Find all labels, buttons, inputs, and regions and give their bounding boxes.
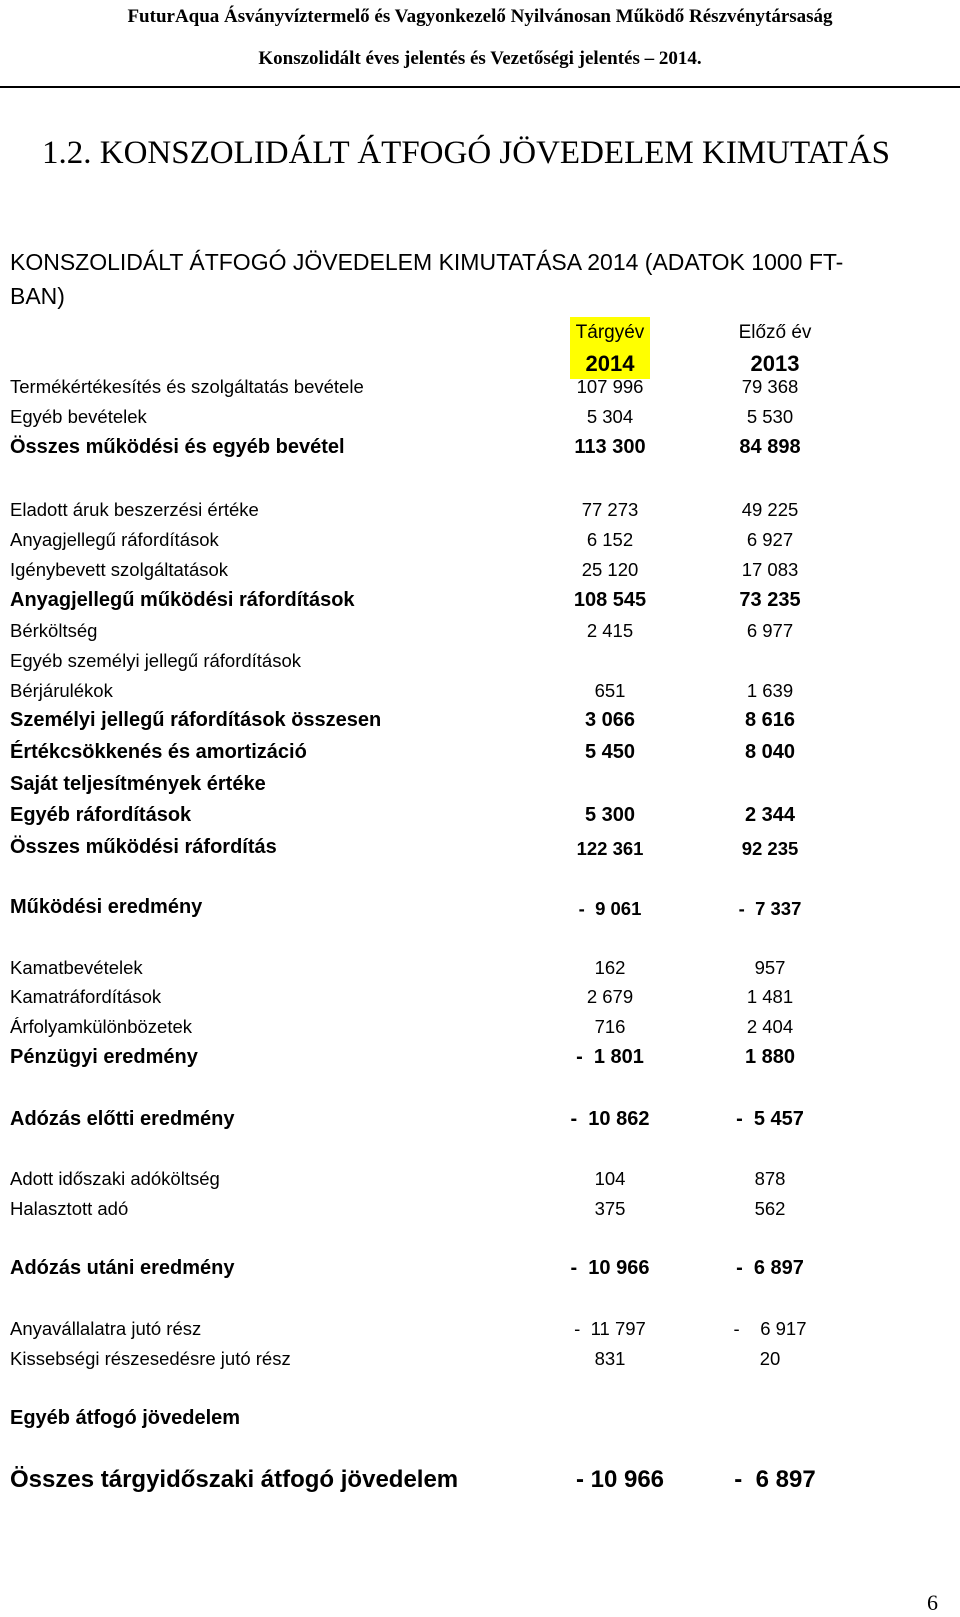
current-period-label: Tárgyév xyxy=(570,317,650,349)
value-2014: 77 273 xyxy=(581,499,639,520)
table-row xyxy=(0,620,960,648)
table-row xyxy=(0,650,960,678)
row-label: Kissebségi részesedésre jutó rész xyxy=(10,1348,291,1369)
table-row xyxy=(0,836,960,864)
value-2013: 878 xyxy=(754,1168,786,1189)
value-2013: 84 898 xyxy=(739,436,801,458)
value-2014: 107 996 xyxy=(576,376,644,397)
row-label: Összes működési és egyéb bevétel xyxy=(10,436,345,458)
row-label: Anyavállalatra jutó rész xyxy=(10,1318,202,1339)
table-row xyxy=(0,1257,960,1285)
table-row xyxy=(0,1407,960,1435)
value-2013: 73 235 xyxy=(739,589,801,611)
value-2013: 79 368 xyxy=(741,376,799,397)
page-header xyxy=(0,0,960,88)
value-2014: 162 xyxy=(594,957,626,978)
table-row xyxy=(0,1318,960,1346)
value-2013: 8 616 xyxy=(744,709,796,731)
value-2013: - 6 917 xyxy=(733,1318,807,1339)
value-2013: 6 977 xyxy=(746,620,794,641)
row-label: Kamatráfordítások xyxy=(10,986,162,1007)
row-label: Egyéb ráfordítások xyxy=(10,804,192,826)
company-name: FuturAqua Ásványvíztermelő és Vagyonkezelő Nyilvánosan Működő Részvénytársaság xyxy=(127,6,833,27)
value-2013: 20 xyxy=(759,1348,781,1369)
table-row xyxy=(0,529,960,557)
row-label: Egyéb átfogó jövedelem xyxy=(10,1407,241,1429)
table-row xyxy=(0,1348,960,1376)
row-label: Halasztott adó xyxy=(10,1198,129,1219)
row-label: Értékcsökkenés és amortizáció xyxy=(10,741,307,763)
value-2014: 5 304 xyxy=(586,406,634,427)
current-year-header: 2014 xyxy=(570,349,650,379)
row-label: Működési eredmény xyxy=(10,896,203,918)
value-2014: 108 545 xyxy=(573,589,647,611)
value-2014: 651 xyxy=(594,680,626,701)
value-2014: - 9 061 xyxy=(578,898,642,919)
table-row xyxy=(0,896,960,924)
value-2014: 5 300 xyxy=(584,804,636,826)
table-row xyxy=(0,957,960,985)
row-label: Egyéb bevételek xyxy=(10,406,147,427)
row-label: Egyéb személyi jellegű ráfordítások xyxy=(10,650,302,671)
table-row xyxy=(0,376,960,404)
row-label: Anyagjellegű ráfordítások xyxy=(10,529,219,550)
value-2013: 49 225 xyxy=(741,499,799,520)
row-label: Adott időszaki adóköltség xyxy=(10,1168,220,1189)
value-2014: - 11 797 xyxy=(574,1318,646,1339)
row-label: Adózás előtti eredmény xyxy=(10,1108,235,1130)
value-2013: 92 235 xyxy=(741,838,799,859)
previous-period-label: Előző év xyxy=(738,322,812,343)
value-2014: 25 120 xyxy=(581,559,639,580)
table-row xyxy=(0,559,960,587)
value-2013: - 6 897 xyxy=(736,1257,804,1279)
table-row xyxy=(0,1016,960,1044)
value-2014: 716 xyxy=(594,1016,626,1037)
value-2014: 2 415 xyxy=(586,620,634,641)
table-row xyxy=(0,804,960,832)
value-2014: 3 066 xyxy=(584,709,636,731)
table-row xyxy=(0,436,960,464)
table-row xyxy=(0,680,960,708)
value-2014: - 10 966 xyxy=(575,1466,665,1493)
value-2014: 104 xyxy=(594,1168,626,1189)
value-2013: 1 481 xyxy=(746,986,794,1007)
previous-year-header: 2013 xyxy=(750,351,800,376)
row-label: Árfolyamkülönbözetek xyxy=(10,1016,193,1037)
row-label: Eladott áruk beszerzési értéke xyxy=(10,499,259,520)
value-2014: 375 xyxy=(594,1198,626,1219)
table-row xyxy=(0,589,960,617)
table-row xyxy=(0,499,960,527)
row-label: Kamatbevételek xyxy=(10,957,143,978)
value-2014: 831 xyxy=(594,1348,626,1369)
value-2014: 5 450 xyxy=(584,741,636,763)
value-2013: 17 083 xyxy=(741,559,799,580)
section-title: 1.2. KONSZOLIDÁLT ÁTFOGÓ JÖVEDELEM KIMUTATÁS xyxy=(42,135,891,171)
value-2013: 5 530 xyxy=(746,406,794,427)
value-2014: - 10 862 xyxy=(570,1108,650,1130)
row-label: Saját teljesítmények értéke xyxy=(10,773,266,795)
value-2013: 1 639 xyxy=(746,680,794,701)
table-row xyxy=(0,773,960,801)
table-row xyxy=(0,1466,960,1494)
value-2014: 2 679 xyxy=(586,986,634,1007)
value-2013: 562 xyxy=(754,1198,786,1219)
value-2013: - 7 337 xyxy=(738,898,802,919)
value-2013: 2 404 xyxy=(746,1016,794,1037)
page-number: 6 xyxy=(927,1590,938,1615)
statement-subtitle: KONSZOLIDÁLT ÁTFOGÓ JÖVEDELEM KIMUTATÁSA 2014 (ADATOK 1000 FT-BAN) xyxy=(10,249,844,309)
row-label: Bérjárulékok xyxy=(10,680,113,701)
value-2013: - 5 457 xyxy=(736,1108,804,1130)
value-2014: - 10 966 xyxy=(570,1257,650,1279)
table-row xyxy=(0,709,960,737)
table-row xyxy=(0,986,960,1014)
value-2014: 6 152 xyxy=(586,529,634,550)
value-2013: 6 927 xyxy=(746,529,794,550)
value-2014: 113 300 xyxy=(574,436,646,458)
row-label: Összes tárgyidőszaki átfogó jövedelem xyxy=(10,1466,459,1493)
row-label: Pénzügyi eredmény xyxy=(10,1046,198,1068)
table-row xyxy=(0,1108,960,1136)
value-2013: 8 040 xyxy=(744,741,796,763)
row-label: Adózás utáni eredmény xyxy=(10,1257,235,1279)
row-label: Anyagjellegű működési ráfordítások xyxy=(10,589,355,611)
row-label: Igénybevett szolgáltatások xyxy=(10,559,229,580)
row-label: Bérköltség xyxy=(10,620,98,641)
value-2013: 957 xyxy=(754,957,786,978)
row-label: Személyi jellegű ráfordítások összesen xyxy=(10,709,382,731)
table-row xyxy=(0,406,960,434)
value-2013: 2 344 xyxy=(744,804,796,826)
value-2014: - 1 801 xyxy=(576,1046,644,1068)
value-2014: 122 361 xyxy=(576,838,644,859)
table-row xyxy=(0,1046,960,1074)
value-2013: 1 880 xyxy=(744,1046,796,1068)
report-title: Konszolidált éves jelentés és Vezetőségi jelentés – 2014. xyxy=(258,48,702,69)
row-label: Termékértékesítés és szolgáltatás bevétele xyxy=(10,376,364,397)
table-row xyxy=(0,741,960,769)
value-2013: - 6 897 xyxy=(734,1466,816,1493)
table-row xyxy=(0,1168,960,1196)
table-row xyxy=(0,1198,960,1226)
row-label: Összes működési ráfordítás xyxy=(10,836,277,858)
